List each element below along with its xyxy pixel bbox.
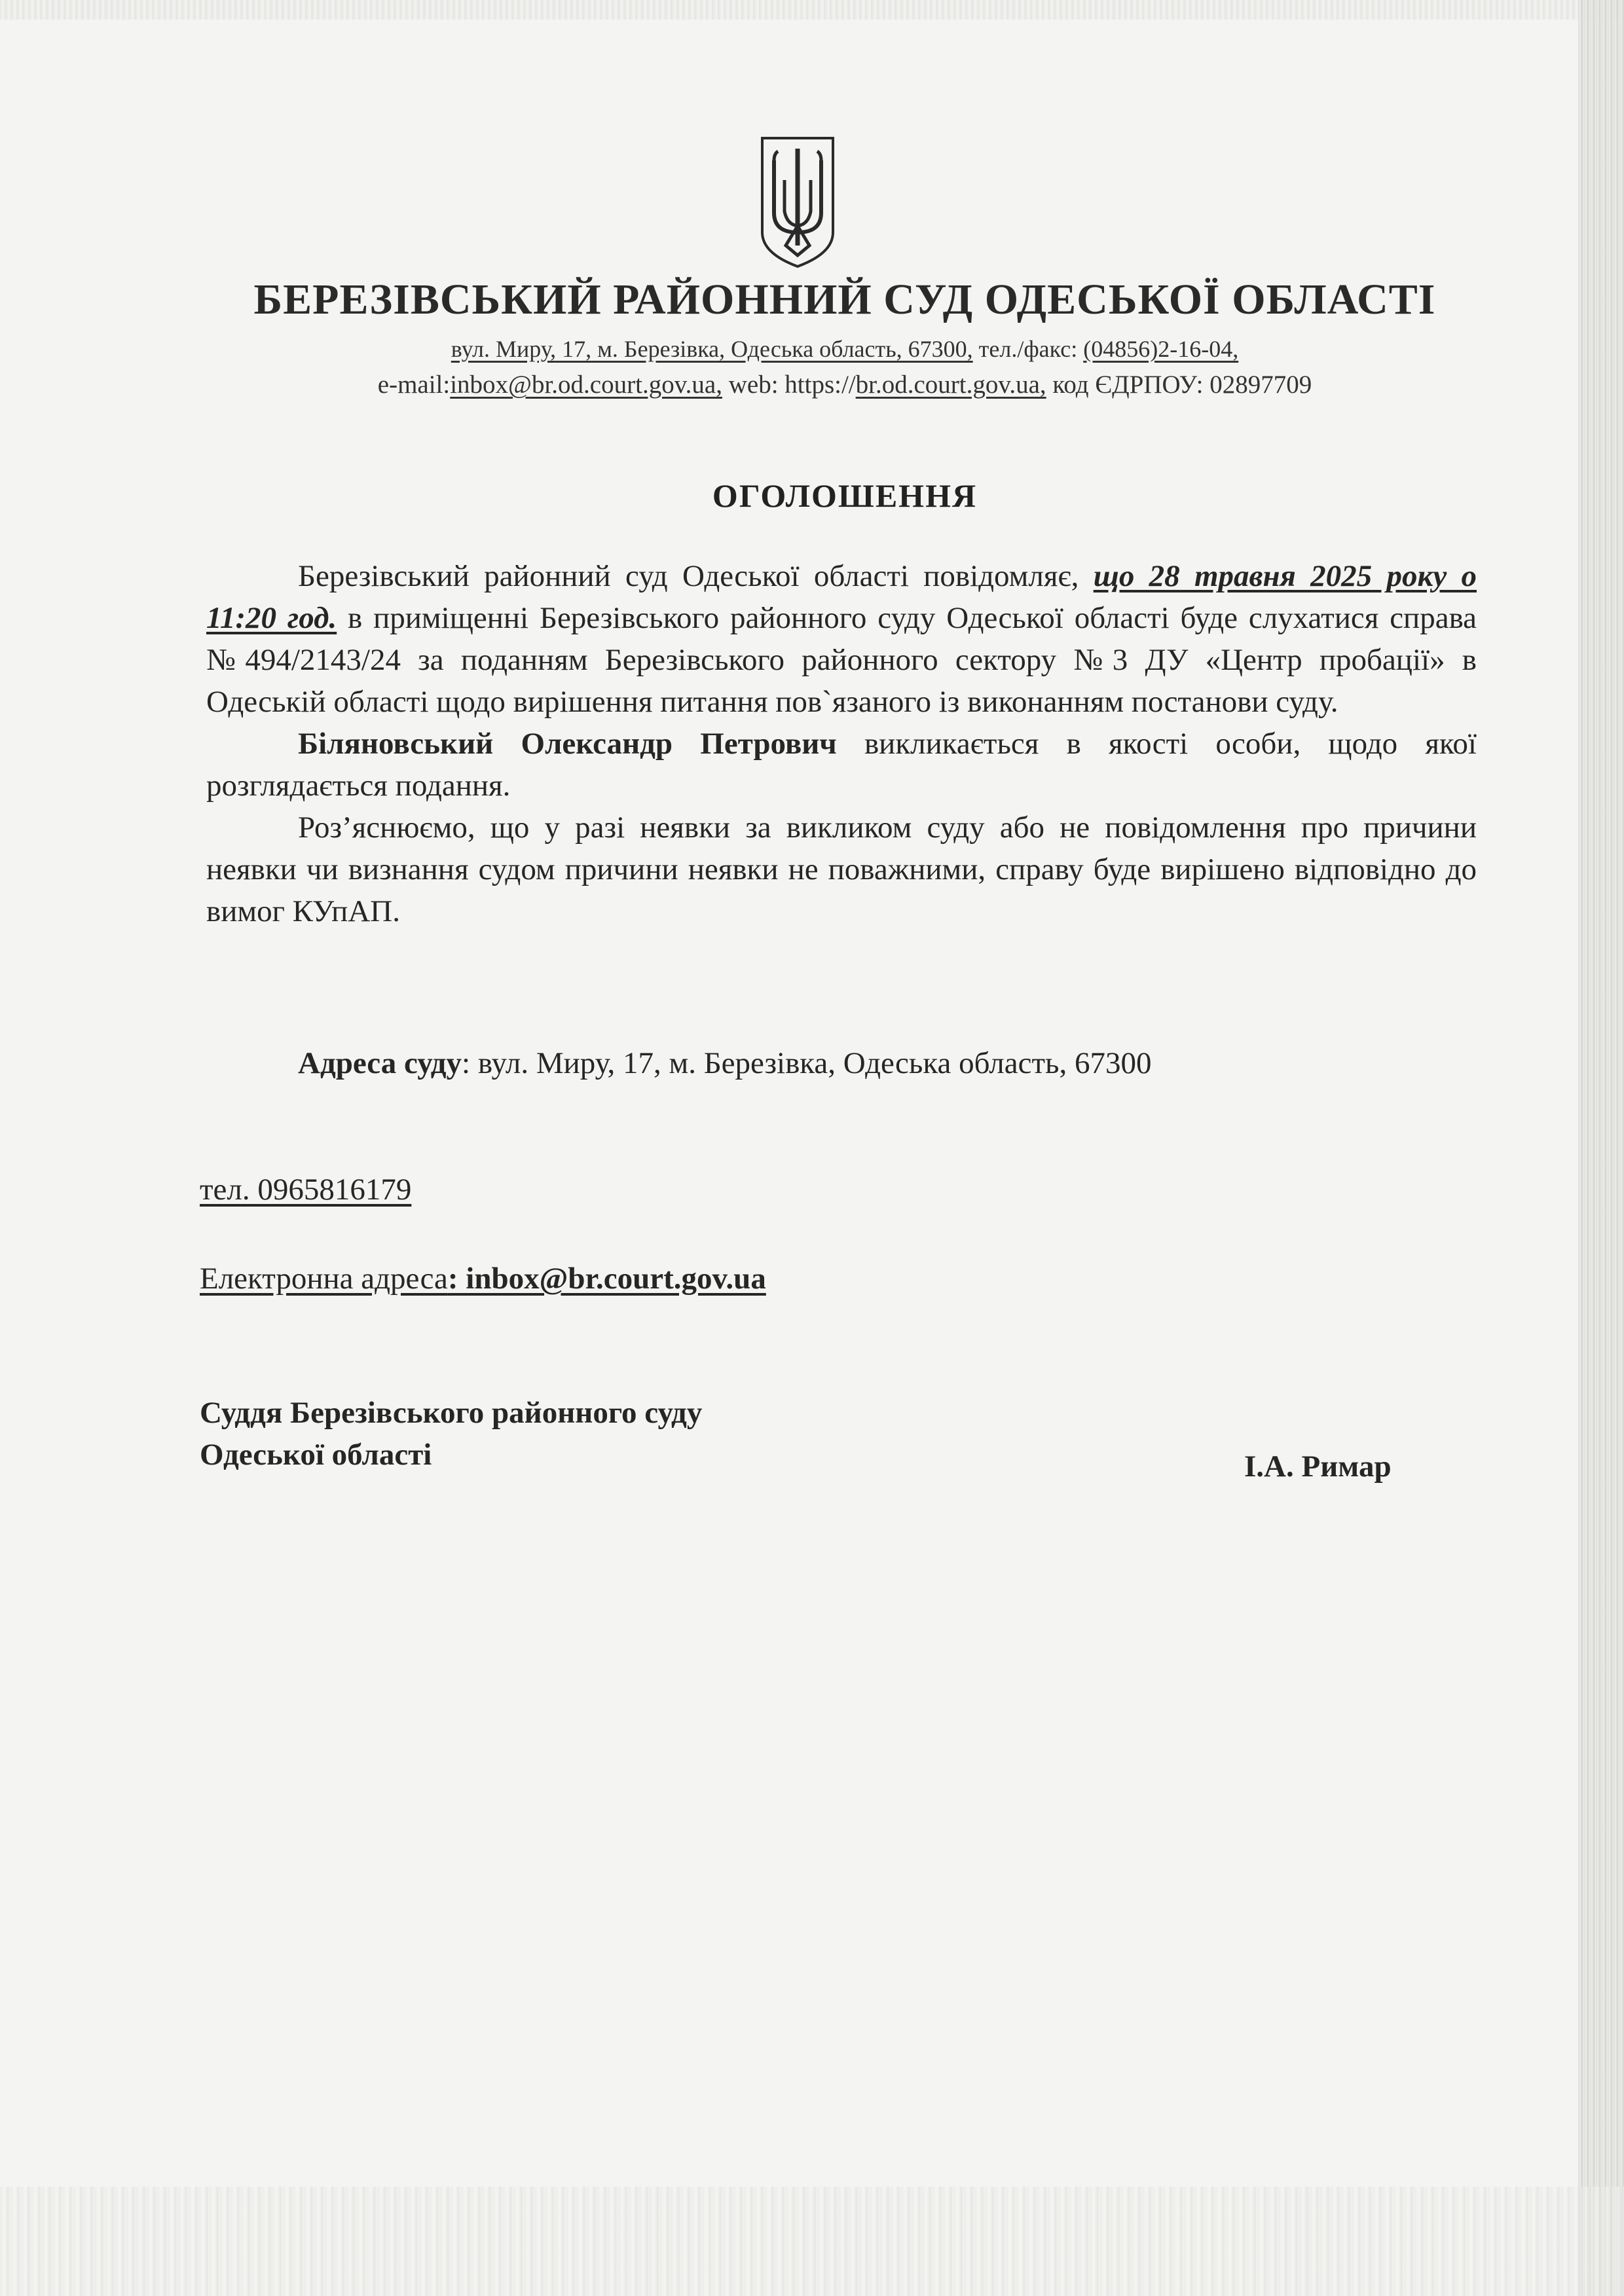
court-name: БЕРЕЗІВСЬКИЙ РАЙОННИЙ СУД ОДЕСЬКОЇ ОБЛАСТІ bbox=[253, 276, 1436, 323]
signature-position-line1: Суддя Березівського районного суду bbox=[200, 1396, 703, 1430]
announcement-title: ОГОЛОШЕННЯ bbox=[712, 477, 978, 514]
signature-position-line2: Одеської області bbox=[200, 1438, 432, 1472]
trident-coat-of-arms-icon bbox=[760, 134, 836, 268]
hearing-date-time: що 28 травня 2025 року о 11:20 год. bbox=[206, 559, 1477, 635]
phone-fax: (04856)2-16-04, bbox=[1083, 336, 1239, 362]
contact-phone: тел. 0965816179 bbox=[200, 1173, 412, 1207]
contact-email-label: Електронна адреса bbox=[200, 1262, 448, 1296]
court-email-link[interactable]: inbox@br.od.court.gov.ua, bbox=[450, 371, 722, 399]
court-contacts-line bbox=[0, 370, 1624, 399]
court-address-value: : вул. Миру, 17, м. Березівка, Одеська область, 67300 bbox=[462, 1046, 1152, 1080]
paragraph-hearing bbox=[206, 555, 1477, 723]
paragraph-explanation: Роз’яснюємо, що у разі неявки за викликом суду або не повідомлення про причини неявки чи визнання судом причини неявки не поважними, справу буде вирішено відповідно до вимог КУпАП. bbox=[206, 811, 1477, 928]
summoned-person: Біляновський Олександр Петрович bbox=[298, 727, 837, 761]
web-label: web: https:// bbox=[728, 371, 856, 399]
court-web-link[interactable]: br.od.court.gov.ua, bbox=[855, 371, 1046, 399]
email-label: e-mail: bbox=[377, 371, 451, 399]
scan-noise-top bbox=[0, 0, 1624, 20]
court-address-block bbox=[298, 1046, 1151, 1081]
paragraph-hearing-rest: в приміщенні Березівського районного суду Одеської області буде слухатися справа №494/2143/24 за поданням Березівського районного сектору №3 ДУ «Центр пробації» в Одеській області щодо вирішення питання пов`язаного із виконанням постанови суду. bbox=[206, 601, 1477, 719]
court-address-label: Адреса суду bbox=[298, 1046, 462, 1080]
paragraph-summons bbox=[206, 723, 1477, 807]
phone-fax-label: тел./факс: bbox=[978, 336, 1078, 362]
announcement-body bbox=[206, 555, 1477, 932]
contact-email-link[interactable]: : inbox@br.court.gov.ua bbox=[447, 1262, 766, 1296]
paragraph-hearing-intro: Березівський районний суд Одеської області повідомляє, bbox=[298, 559, 1094, 593]
paragraph-summons-rest: викликається в якості особи, щодо якої розглядається подання. bbox=[206, 727, 1477, 803]
court-address-line bbox=[0, 335, 1624, 363]
signature-name: І.А. Римар bbox=[1244, 1449, 1392, 1484]
court-address: вул. Миру, 17, м. Березівка, Одеська область, 67300, bbox=[451, 336, 973, 362]
edrpou-code: код ЄДРПОУ: 02897709 bbox=[1052, 371, 1312, 399]
scan-noise-bottom bbox=[0, 2187, 1624, 2296]
contact-email-block bbox=[200, 1261, 766, 1296]
